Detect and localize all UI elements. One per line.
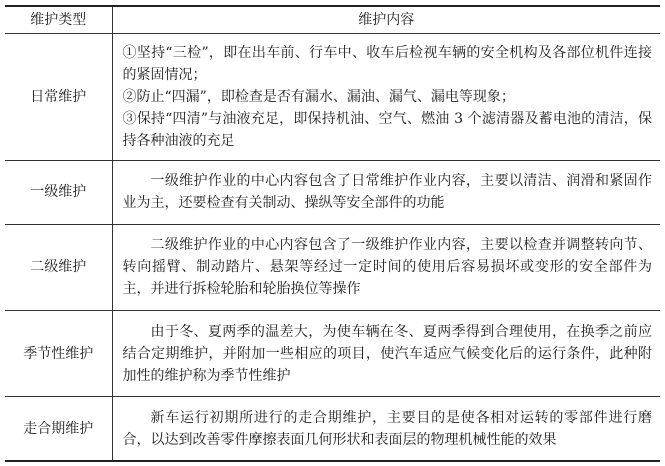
row-type-break-in: 走合期维护 [5, 397, 112, 461]
row-content-seasonal: 由于冬、夏两季的温差大，为使车辆在冬、夏两季得到合理使用，在换季之前应结合定期维护，并附加一些相应的项目，使汽车适应气候变化后的运行条件，此种附加性的维护称为季节性维护 [112, 311, 660, 397]
table-row-break-in [5, 397, 660, 461]
table-row-daily [5, 34, 660, 160]
row-type-daily: 日常维护 [5, 34, 112, 160]
row-content-level-one: 一级维护作业的中心内容包含了日常维护作业内容，主要以清洁、润滑和紧固作业为主，还要检查有关制动、操纵等安全部件的功能 [112, 160, 660, 224]
header-maintenance-content: 维护内容 [112, 6, 660, 34]
table-row-level-two [5, 224, 660, 310]
row-type-level-two: 二级维护 [5, 224, 112, 310]
header-maintenance-type: 维护类型 [5, 6, 112, 34]
row-content-daily [112, 34, 660, 160]
row-type-seasonal: 季节性维护 [5, 311, 112, 397]
row-content-level-two: 二级维护作业的中心内容包含了一级维护作业内容，主要以检查并调整转向节、转向摇臂、制动踏片、悬架等经过一定时间的使用后容易损坏或变形的安全部件为主，并进行拆检轮胎和轮胎换位等操作 [112, 224, 660, 310]
row-type-level-one: 一级维护 [5, 160, 112, 224]
daily-item-2: ②防止“四漏”，即检查是否有漏水、漏油、漏气、漏电等现象； [122, 88, 515, 105]
daily-item-3: ③保持“四清”与油液充足，即保持机油、空气、燃油 3 个滤清器及蓄电池的清洁，保持各种油液的充足 [122, 110, 652, 149]
table-header-row [5, 6, 660, 34]
table-row-level-one [5, 160, 660, 224]
maintenance-table [5, 5, 660, 462]
row-content-break-in: 新车运行初期所进行的走合期维护，主要目的是使各相对运转的零部件进行磨合，以达到改善零件摩擦表面几何形状和表面层的物理机械性能的效果 [112, 397, 660, 461]
daily-item-1: ①坚持“三检”，即在出车前、行车中、收车后检视车辆的安全机构及各部位机件连接的紧固情况； [122, 44, 652, 83]
table-row-seasonal [5, 311, 660, 397]
